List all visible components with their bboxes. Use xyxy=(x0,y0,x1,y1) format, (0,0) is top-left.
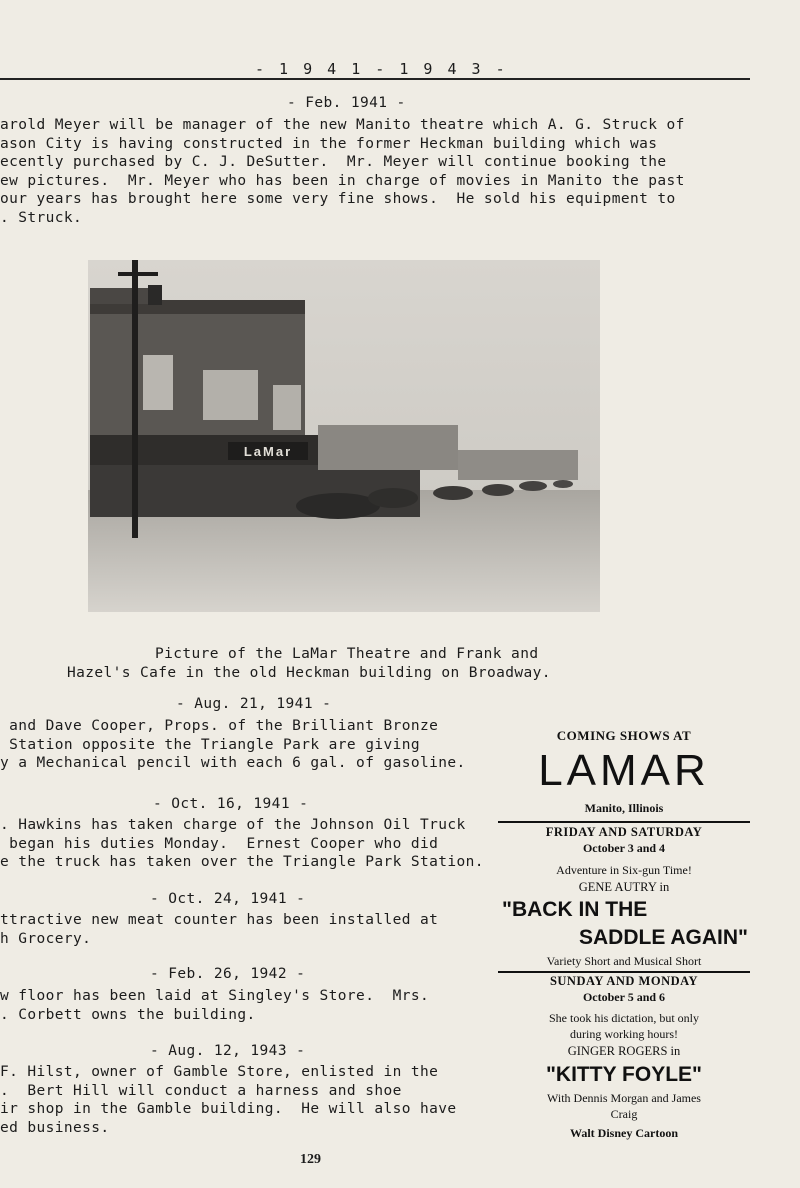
text-line: our years has brought here some very fine shows. He sold his equipment to xyxy=(0,191,676,207)
text-line: y a Mechanical pencil with each 6 gal. of gasoline. xyxy=(0,755,466,771)
ad-theatre-name: LAMAR xyxy=(538,746,710,795)
text-line: . Corbett owns the building. xyxy=(0,1006,256,1023)
ad-town: Manito, Illinois xyxy=(584,801,664,815)
photo-caption-line: Picture of the LaMar Theatre and Frank and xyxy=(155,646,539,662)
entry-date: - Oct. 24, 1941 - xyxy=(150,891,306,907)
ad-rule xyxy=(498,971,750,973)
header-rule xyxy=(0,78,750,80)
ad-coming-heading: COMING SHOWS AT xyxy=(556,728,692,743)
text-line: e the truck has taken over the Triangle Park Station. xyxy=(0,854,484,870)
text-line: . Hawkins has taken charge of the Johnson Oil Truck xyxy=(0,817,466,833)
ad-show2-cast: With Dennis Morgan and James xyxy=(547,1091,701,1105)
text-line: . Struck. xyxy=(0,209,83,226)
text-line: ew pictures. Mr. Meyer who has been in charge of movies in Manito the past xyxy=(0,172,685,189)
text-line: w floor has been laid at Singley's Store. Mrs. xyxy=(0,988,430,1004)
entry-date: - Aug. 21, 1941 - xyxy=(176,696,332,712)
text-line: Station opposite the Triangle Park are giving xyxy=(0,736,420,753)
ad-show2-cast: Craig xyxy=(610,1107,638,1121)
ad-rule xyxy=(498,821,750,823)
ad-show1-star: GENE AUTRY in xyxy=(578,880,670,894)
ad-show1-days: FRIDAY AND SATURDAY xyxy=(545,825,703,839)
text-line: ttractive new meat counter has been installed at xyxy=(0,912,439,928)
ad-show2-title: "KITTY FOYLE" xyxy=(545,1063,703,1086)
entry-date: - Feb. 26, 1942 - xyxy=(150,966,306,982)
photo-caption-line: Hazel's Cafe in the old Heckman building on Broadway. xyxy=(67,665,551,681)
ad-show1-title-line1: "BACK IN THE xyxy=(502,898,648,921)
text-line: . Bert Hill will conduct a harness and shoe xyxy=(0,1082,402,1099)
section-paragraph xyxy=(0,117,760,228)
ad-show1-dates: October 3 and 4 xyxy=(582,841,666,855)
text-line: ir shop in the Gamble building. He will also have xyxy=(0,1101,457,1117)
section-date: - Feb. 1941 - xyxy=(287,95,406,111)
marquee-sign: LaMar xyxy=(243,444,293,459)
ad-show2-tagline: She took his dictation, but only xyxy=(549,1011,699,1025)
text-line: h Grocery. xyxy=(0,930,92,947)
text-line: arold Meyer will be manager of the new Manito theatre which A. G. Struck of xyxy=(0,117,685,133)
text-line: ecently purchased by C. J. DeSutter. Mr. Meyer will continue booking the xyxy=(0,154,667,170)
entry-date: - Oct. 16, 1941 - xyxy=(153,796,309,812)
ad-show2-dates: October 5 and 6 xyxy=(582,990,666,1004)
entry-paragraph xyxy=(0,1064,500,1138)
entry-paragraph xyxy=(0,988,500,1025)
ad-show1-tagline: Adventure in Six-gun Time! xyxy=(556,863,692,877)
ad-show2-days: SUNDAY AND MONDAY xyxy=(549,974,699,988)
page-header: - 1 9 4 1 - 1 9 4 3 - xyxy=(255,60,508,78)
text-line: F. Hilst, owner of Gamble Store, enlisted in the xyxy=(0,1064,439,1080)
ad-show2-extra: Walt Disney Cartoon xyxy=(570,1126,678,1140)
text-line: and Dave Cooper, Props. of the Brilliant Bronze xyxy=(0,718,439,734)
page-number: 129 xyxy=(300,1152,321,1167)
ad-show1-extra: Variety Short and Musical Short xyxy=(546,954,702,968)
ad-show2-tagline: during working hours! xyxy=(570,1027,678,1041)
text-line: ason City is having constructed in the former Heckman building which was xyxy=(0,135,658,152)
ad-show1-title-line2: SADDLE AGAIN" xyxy=(578,926,748,949)
ad-show2-star: GINGER ROGERS in xyxy=(567,1044,681,1058)
text-line: ed business. xyxy=(0,1119,110,1136)
entry-date: - Aug. 12, 1943 - xyxy=(150,1043,306,1059)
entry-paragraph xyxy=(0,718,500,774)
theatre-photo xyxy=(88,260,600,612)
entry-paragraph xyxy=(0,912,500,949)
text-line: began his duties Monday. Ernest Cooper who did xyxy=(0,835,439,852)
entry-paragraph xyxy=(0,817,500,873)
